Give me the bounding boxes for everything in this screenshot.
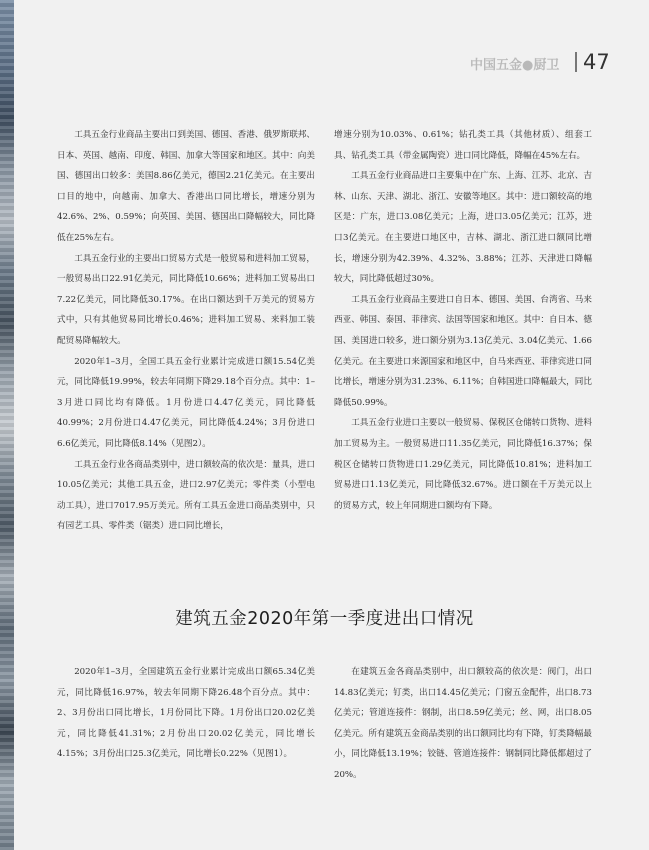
paragraph: 2020年1–3月，全国建筑五金行业累计完成出口额65.34亿美元，同比降低16.97%，较去年同期下降26.48个百分点。其中：2、3月份出口同比增长，1月份同比下降。1月份出口20.02亿美元，同比降低41.31%；2月份出口20.02亿美元，同比增长4.15%；3月份出口25.3亿美元，同比增长0.22%（见图1）。: [57, 667, 315, 760]
page-number: 47: [583, 50, 610, 74]
paragraph: 在建筑五金各商品类别中，出口额较高的依次是：阀门，出口14.83亿美元；钉类，出口14.45亿美元；门窗五金配件，出口8.73亿美元；管道连接件：钢制，出口8.59亿美元；丝、网，出口8.05亿美元。所有建筑五金商品类别的出口额同比均有下降，钉类降幅最小，同比降低13.19%；铰链、管道连接件：钢制同比降低都超过了20%。: [334, 667, 592, 780]
paragraph: 2020年1–3月，全国工具五金行业累计完成进口额15.54亿美元，同比降低19.99%，较去年同期下降29.18个百分点。其中：1–3月进口同比均有降低。1月份进口4.47亿美元，同比降低40.99%；2月份进口4.47亿美元，同比降低4.24%；3月份进口6.6亿美元，同比降低8.14%（见图2）。: [57, 356, 315, 449]
section-title: 建筑五金2020年第一季度进出口情况: [175, 609, 474, 629]
paragraph: 工具五金行业进口主要以一般贸易、保税区仓储转口货物、进料加工贸易为主。一般贸易进口11.35亿美元，同比降低16.37%；保税区仓储转口货物进口1.29亿美元，同比降低10.81%；进料加工贸易进口1.13亿美元，同比降低32.67%。进口额在千万美元以上的贸易方式，较上年同期进口额均有下降。: [334, 418, 592, 511]
side-photo-strip: [0, 0, 14, 850]
paragraph: 工具五金行业商品进口主要集中在广东、上海、江苏、北京、吉林、山东、天津、湖北、浙江、安徽等地区。其中：进口额较高的地区是：广东，进口3.08亿美元；上海，进口3.05亿美元；江苏，进口3亿美元。在主要进口地区中，吉林、湖北、浙江进口额同比增长，增速分别为42.39%、4.32%、3.88%；江苏、天津进口降幅较大，同比降低超过30%。: [334, 171, 592, 285]
article-column-bottom-right: [334, 662, 592, 786]
article-column-top-left: [57, 125, 315, 537]
article-column-top-right: [334, 125, 592, 516]
paragraph: 工具五金行业商品主要出口到美国、德国、香港、俄罗斯联邦、日本、英国、越南、印度、韩国、加拿大等国家和地区。其中：向美国、德国出口较多：美国8.86亿美元，德国2.21亿美元。在主要出口目的地中，向越南、加拿大、香港出口同比增长，增速分别为42.6%、2%、0.59%；向英国、美国、德国出口降幅较大，同比降低在25%左右。: [57, 130, 315, 243]
paragraph: 工具五金行业商品主要进口自日本、德国、美国、台湾省、马来西亚、韩国、泰国、菲律宾、法国等国家和地区。其中：自日本、德国、美国进口较多，进口额分别为3.13亿美元、3.04亿美元、1.66亿美元。在主要进口来源国家和地区中，自马来西亚、菲律宾进口同比增长，增速分别为31.23%、6.11%；自韩国进口降幅最大，同比降低50.99%。: [334, 294, 592, 408]
paragraph: 工具五金行业各商品类别中，进口额较高的依次是：量具，进口10.05亿美元；其他工具五金，进口2.97亿美元；零件类（小型电动工具），进口7017.95万美元。所有工具五金进口商品类别中，只有园艺工具、零件类（锯类）进口同比增长，: [57, 459, 315, 532]
magazine-logo: 中国五金●厨卫: [470, 58, 560, 73]
paragraph-continued: 增速分别为10.03%、0.61%；钻孔类工具（其他材质）、组套工具、钻孔类工具（带金属陶瓷）进口同比降低，降幅在45%左右。: [334, 130, 592, 161]
article-column-bottom-left: [57, 662, 315, 765]
header-divider: [575, 52, 577, 72]
paragraph: 工具五金行业的主要出口贸易方式是一般贸易和进料加工贸易，一般贸易出口22.91亿美元，同比降低10.66%；进料加工贸易出口7.22亿美元，同比降低30.17%。在出口额达到千万美元的贸易方式中，只有其他贸易同比增长0.46%；进料加工贸易、来料加工装配贸易降幅较大。: [57, 253, 315, 346]
